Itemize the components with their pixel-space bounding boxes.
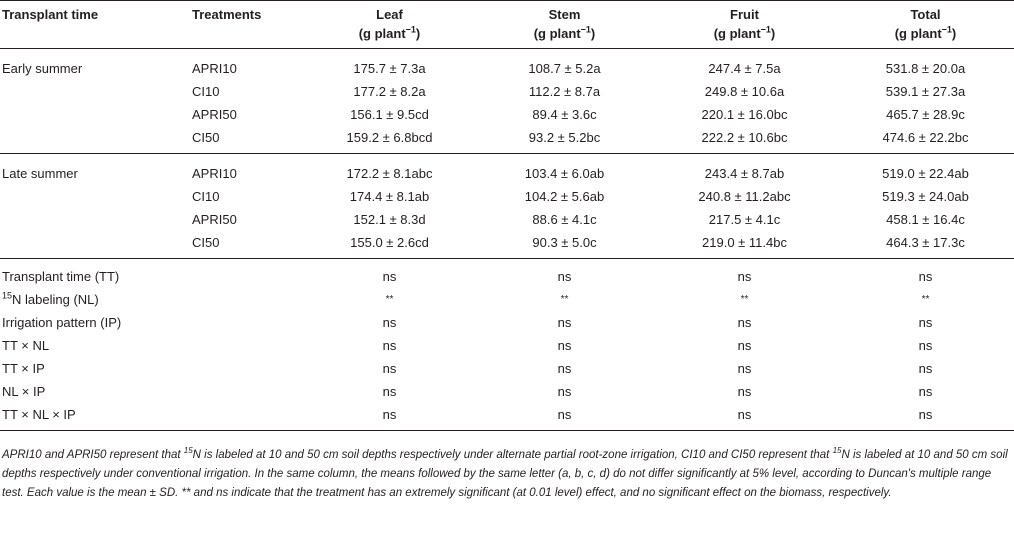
header-fruit-label: Fruit bbox=[730, 7, 759, 22]
header-unit-sup: −1 bbox=[405, 24, 416, 35]
stat-label: TT × NL × IP bbox=[0, 403, 192, 431]
stem-cell: 90.3 ± 5.0c bbox=[477, 231, 652, 259]
stat-row bbox=[0, 288, 1014, 311]
footnote-text: N is labeled at 10 and 50 cm soil depths respectively under conventional irrigation. In the same column, the means followed by the same letter (a, b, c, d) do not differ significantly at 5% level, according to Duncan's multiple range test. Each value is the mean ± SD. ** and ns indicate that the treatment has an extremely significant (at 0.01 level) effect, and no significant effect on the biomass, respectively. bbox=[2, 449, 1008, 499]
treatment-cell: CI10 bbox=[192, 189, 220, 204]
table-footnote bbox=[2, 446, 1010, 503]
header-stem bbox=[477, 1, 652, 49]
leaf-sig: ns bbox=[382, 338, 397, 353]
header-transplant-time: Transplant time bbox=[0, 1, 192, 49]
stat-row bbox=[0, 380, 1014, 403]
table-row bbox=[0, 126, 1014, 154]
leaf-cell: 172.2 ± 8.1abc bbox=[346, 166, 433, 181]
isotope-sup: 15 bbox=[2, 290, 13, 301]
leaf-sig: ns bbox=[382, 361, 397, 376]
stem-sig: ns bbox=[557, 338, 572, 353]
fruit-sig: ns bbox=[737, 384, 752, 399]
stem-sig: ns bbox=[557, 384, 572, 399]
header-unit-prefix: (g plant bbox=[713, 26, 761, 41]
isotope-sup: 15 bbox=[183, 446, 193, 456]
table-row bbox=[0, 154, 1014, 186]
header-unit-suffix: ) bbox=[415, 26, 421, 41]
header-unit-suffix: ) bbox=[770, 26, 776, 41]
fruit-sig: ns bbox=[737, 315, 752, 330]
footnote-text: N is labeled at 10 and 50 cm soil depths respectively under alternate partial root-zone irrigation, CI10 and CI50 represent that bbox=[192, 449, 833, 461]
stem-sig: ns bbox=[557, 361, 572, 376]
total-cell: 539.1 ± 27.3a bbox=[885, 84, 966, 99]
treatment-cell: APRI10 bbox=[192, 166, 237, 181]
fruit-cell: 247.4 ± 7.5a bbox=[708, 61, 781, 76]
fruit-sig: ns bbox=[737, 361, 752, 376]
stem-cell: 108.7 ± 5.2a bbox=[528, 61, 601, 76]
stem-cell: 88.6 ± 4.1c bbox=[532, 212, 597, 227]
leaf-sig: ns bbox=[382, 315, 397, 330]
total-cell: 519.0 ± 22.4ab bbox=[882, 166, 969, 181]
isotope-sup: 15 bbox=[832, 446, 842, 456]
table-row bbox=[0, 208, 1014, 231]
stat-label: TT × NL bbox=[2, 338, 50, 353]
leaf-cell: 159.2 ± 6.8bcd bbox=[302, 126, 477, 154]
fruit-sig: ns bbox=[737, 338, 752, 353]
header-unit-sup: −1 bbox=[580, 24, 591, 35]
header-unit-suffix: ) bbox=[951, 26, 957, 41]
total-cell: 458.1 ± 16.4c bbox=[886, 212, 965, 227]
leaf-sig: ns bbox=[382, 384, 397, 399]
header-unit-suffix: ) bbox=[590, 26, 596, 41]
total-cell: 465.7 ± 28.9c bbox=[886, 107, 965, 122]
table-row bbox=[0, 49, 1014, 81]
stat-label: Transplant time (TT) bbox=[2, 269, 120, 284]
header-unit-prefix: (g plant bbox=[358, 26, 406, 41]
stat-label: Irrigation pattern (IP) bbox=[2, 315, 122, 330]
leaf-cell: 155.0 ± 2.6cd bbox=[302, 231, 477, 259]
leaf-cell: 156.1 ± 9.5cd bbox=[350, 107, 429, 122]
fruit-cell: 240.8 ± 11.2abc bbox=[698, 189, 791, 204]
table-row bbox=[0, 185, 1014, 208]
stem-cell: 104.2 ± 5.6ab bbox=[524, 189, 605, 204]
fruit-cell: 249.8 ± 10.6a bbox=[704, 84, 785, 99]
stat-row bbox=[0, 311, 1014, 334]
header-unit-prefix: (g plant bbox=[533, 26, 581, 41]
stem-cell: 103.4 ± 6.0ab bbox=[524, 166, 605, 181]
header-unit-prefix: (g plant bbox=[894, 26, 942, 41]
stat-label bbox=[0, 288, 192, 311]
table-row bbox=[0, 80, 1014, 103]
stem-sig: ns bbox=[477, 403, 652, 431]
fruit-cell: 222.2 ± 10.6bc bbox=[652, 126, 837, 154]
header-unit-sup: −1 bbox=[760, 24, 771, 35]
total-sig: ns bbox=[918, 384, 933, 399]
leaf-cell: 175.7 ± 7.3a bbox=[353, 61, 426, 76]
stem-sig: ** bbox=[560, 294, 569, 305]
treatment-cell: CI50 bbox=[192, 231, 302, 259]
total-sig: ns bbox=[918, 315, 933, 330]
fruit-cell: 217.5 ± 4.1c bbox=[708, 212, 781, 227]
group-label: Early summer bbox=[2, 61, 83, 76]
total-sig: ns bbox=[837, 403, 1014, 431]
header-leaf-label: Leaf bbox=[376, 7, 403, 22]
treatment-cell: CI10 bbox=[192, 84, 220, 99]
fruit-sig: ns bbox=[652, 403, 837, 431]
fruit-cell: 219.0 ± 11.4bc bbox=[652, 231, 837, 259]
leaf-sig: ns bbox=[382, 269, 397, 284]
total-sig: ns bbox=[918, 361, 933, 376]
header-leaf bbox=[302, 1, 477, 49]
group-label: Late summer bbox=[2, 166, 78, 181]
leaf-sig: ns bbox=[302, 403, 477, 431]
stem-sig: ns bbox=[557, 315, 572, 330]
fruit-cell: 243.4 ± 8.7ab bbox=[704, 166, 785, 181]
total-cell: 474.6 ± 22.2bc bbox=[837, 126, 1014, 154]
header-treatments: Treatments bbox=[192, 1, 302, 49]
stat-label: TT × IP bbox=[2, 361, 45, 376]
total-cell: 531.8 ± 20.0a bbox=[885, 61, 966, 76]
stat-row bbox=[0, 334, 1014, 357]
total-sig: ** bbox=[921, 294, 930, 305]
stat-row bbox=[0, 259, 1014, 289]
header-stem-label: Stem bbox=[548, 7, 581, 22]
leaf-cell: 152.1 ± 8.3d bbox=[353, 212, 426, 227]
header-total bbox=[837, 1, 1014, 49]
fruit-cell: 220.1 ± 16.0bc bbox=[701, 107, 788, 122]
leaf-sig: ** bbox=[385, 294, 394, 305]
total-cell: 519.3 ± 24.0ab bbox=[882, 189, 969, 204]
stem-cell: 89.4 ± 3.6c bbox=[532, 107, 597, 122]
table-row bbox=[0, 231, 1014, 259]
total-sig: ns bbox=[918, 338, 933, 353]
stat-row bbox=[0, 357, 1014, 380]
header-fruit bbox=[652, 1, 837, 49]
stem-cell: 112.2 ± 8.7a bbox=[528, 84, 601, 99]
leaf-cell: 174.4 ± 8.1ab bbox=[349, 189, 430, 204]
stat-label-text: N labeling (NL) bbox=[12, 292, 99, 307]
treatment-cell: APRI10 bbox=[192, 61, 237, 76]
treatment-cell: APRI50 bbox=[192, 107, 237, 122]
table-row bbox=[0, 103, 1014, 126]
leaf-cell: 177.2 ± 8.2a bbox=[353, 84, 426, 99]
total-cell: 464.3 ± 17.3c bbox=[837, 231, 1014, 259]
stem-sig: ns bbox=[557, 269, 572, 284]
stem-cell: 93.2 ± 5.2bc bbox=[477, 126, 652, 154]
stat-label: NL × IP bbox=[2, 384, 46, 399]
fruit-sig: ** bbox=[740, 294, 749, 305]
footnote-text: APRI10 and APRI50 represent that bbox=[2, 449, 184, 461]
stat-row bbox=[0, 403, 1014, 431]
treatment-cell: APRI50 bbox=[192, 212, 237, 227]
treatment-cell: CI50 bbox=[192, 126, 302, 154]
header-row bbox=[0, 1, 1014, 49]
header-total-label: Total bbox=[910, 7, 941, 22]
header-unit-sup: −1 bbox=[941, 24, 952, 35]
fruit-sig: ns bbox=[737, 269, 752, 284]
total-sig: ns bbox=[918, 269, 933, 284]
